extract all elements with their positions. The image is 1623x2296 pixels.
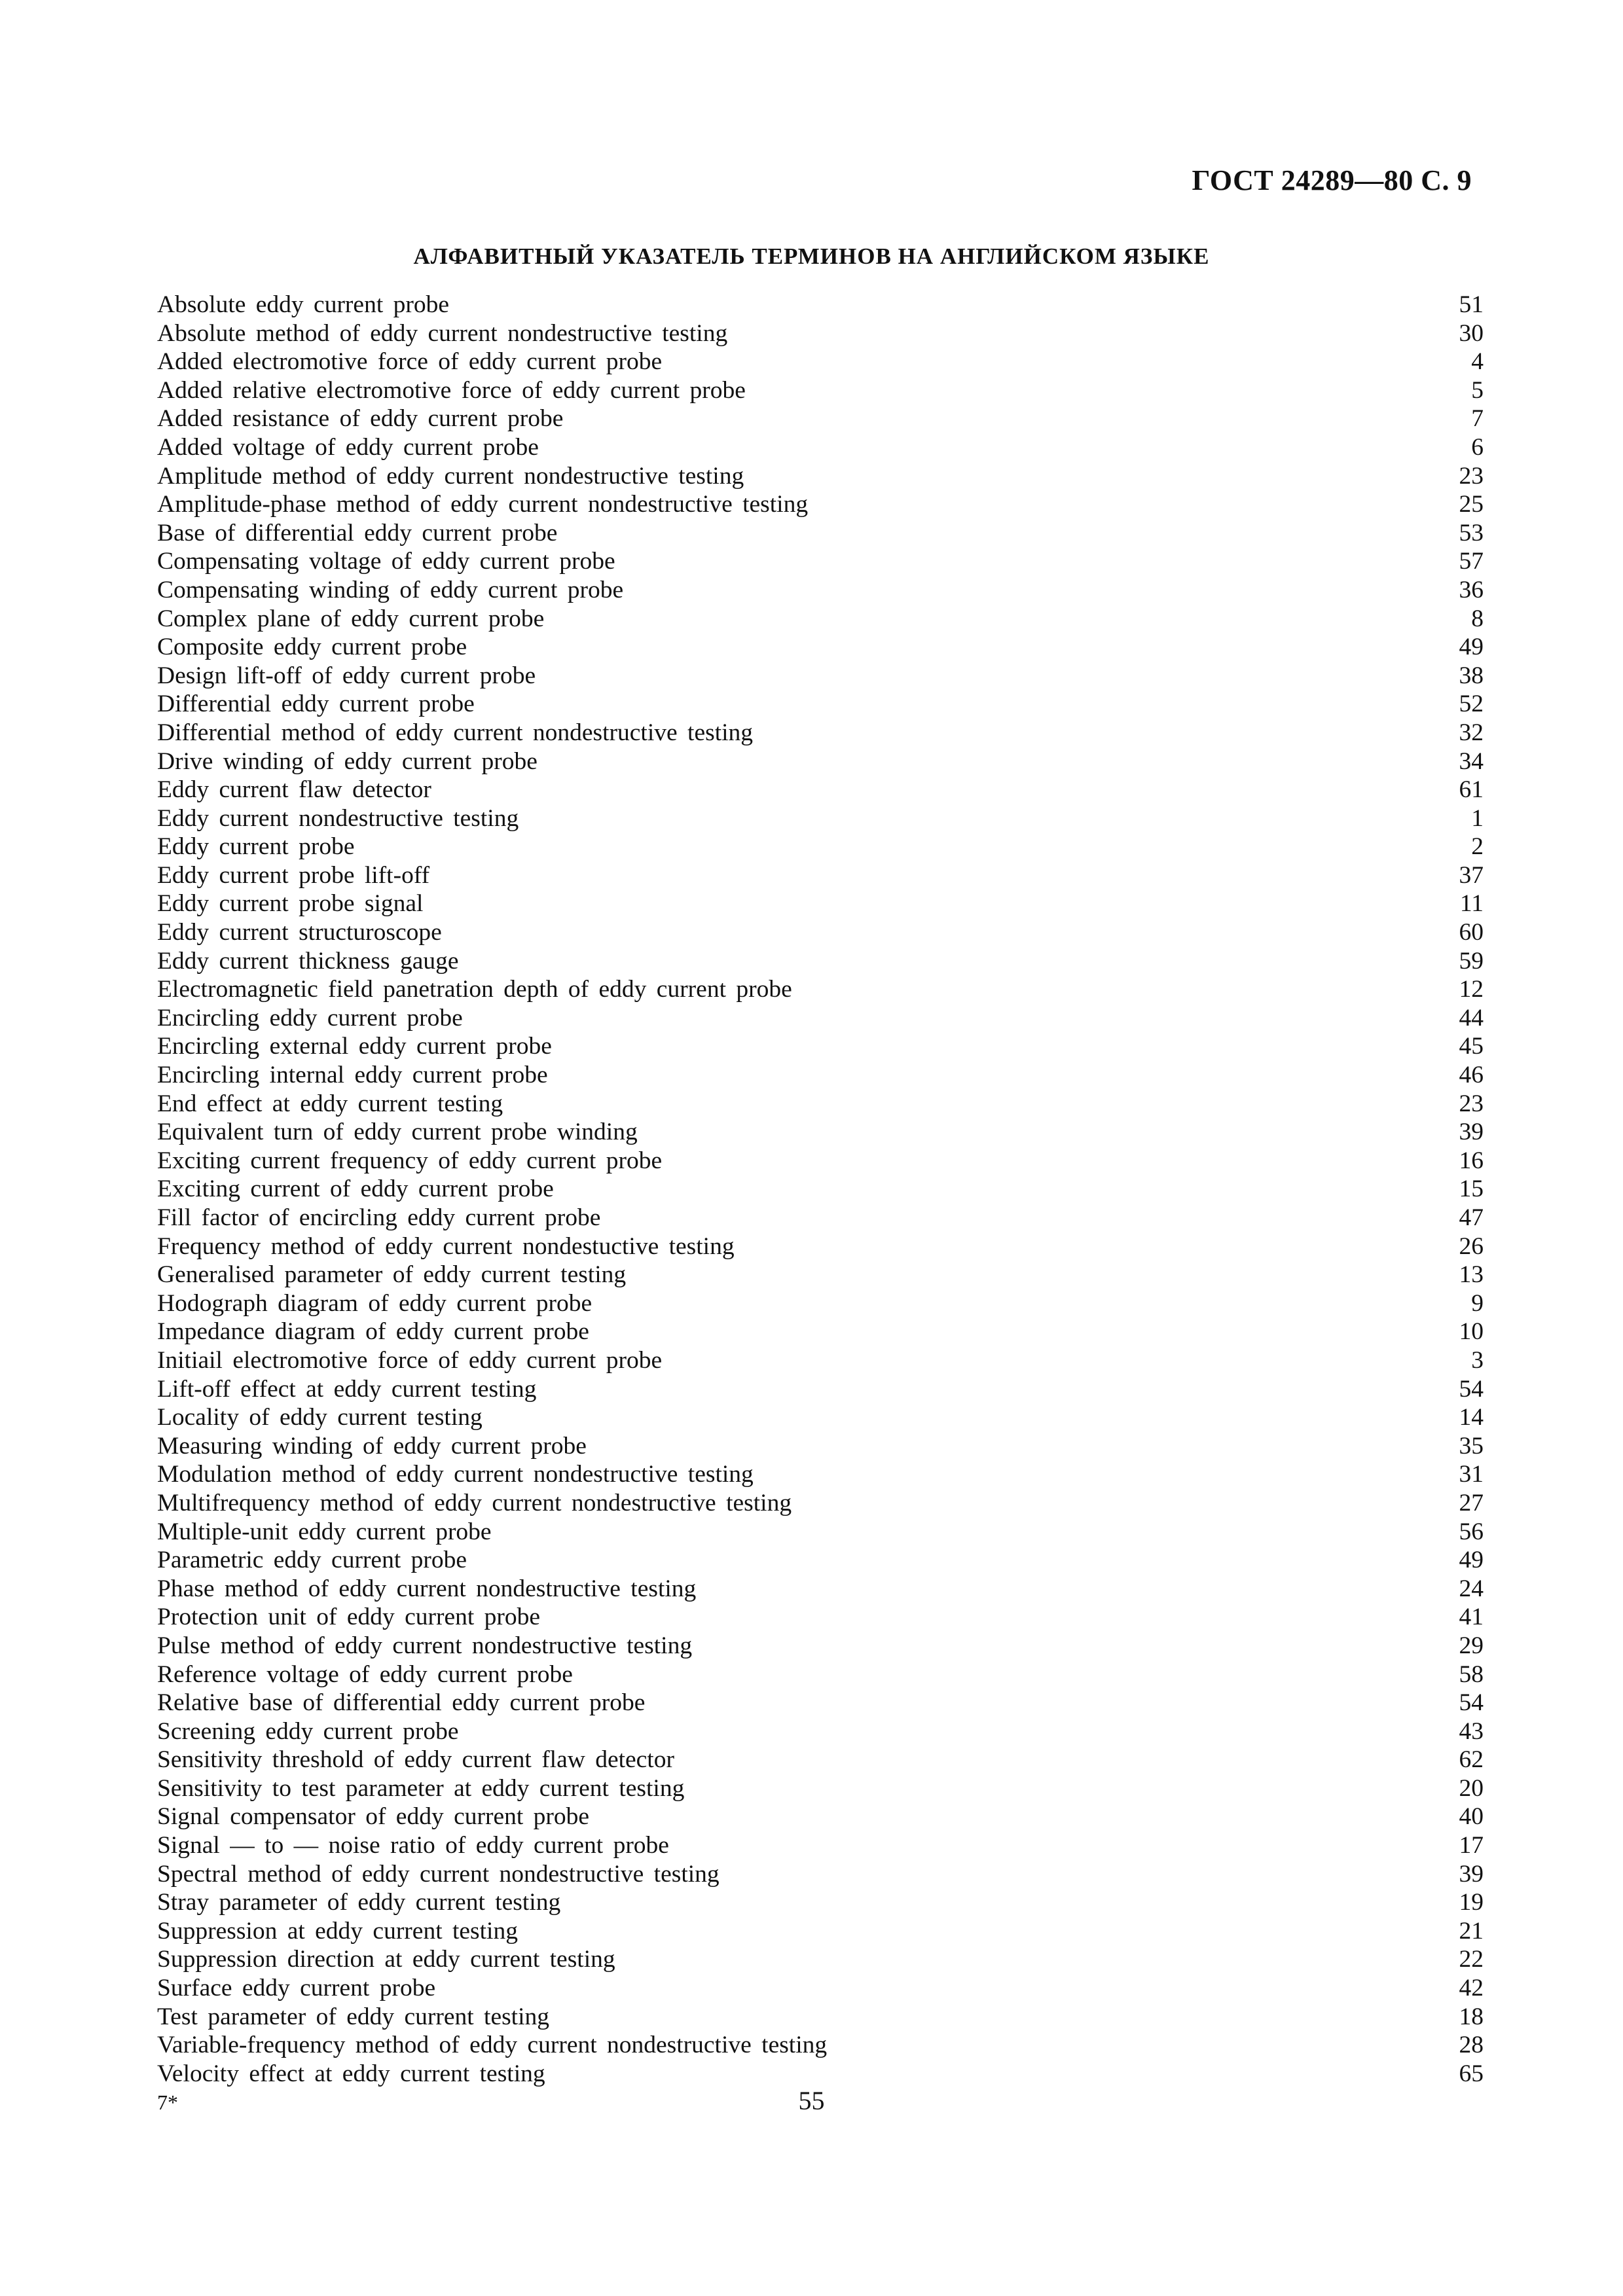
index-entry-term: Measuring winding of eddy current probe xyxy=(157,1432,587,1460)
index-entry-term: Differential eddy current probe xyxy=(157,691,475,718)
index-entry xyxy=(157,1118,1484,1147)
index-entry-term: Added electromotive force of eddy current probe xyxy=(157,348,663,376)
index-entry xyxy=(157,889,1484,918)
index-entry-number: 37 xyxy=(1459,861,1484,889)
index-entry-term: Pulse method of eddy current nondestructive testing xyxy=(157,1632,693,1659)
index-entry xyxy=(157,1974,1484,2003)
index-entry-number: 22 xyxy=(1459,1946,1484,1973)
index-entry-number: 62 xyxy=(1459,1746,1484,1774)
index-entry-term: Differential method of eddy current nondestructive testing xyxy=(157,719,754,746)
index-entry-number: 27 xyxy=(1459,1489,1484,1516)
index-entry-term: Compensating voltage of eddy current probe xyxy=(157,548,615,575)
index-entry-term: Fill factor of encircling eddy current probe xyxy=(157,1204,601,1231)
index-entry xyxy=(157,1175,1484,1204)
index-entry xyxy=(157,433,1484,462)
index-entry-term: Relative base of differential eddy current probe xyxy=(157,1689,646,1717)
index-entry-term: Sensitivity to test parameter at eddy current testing xyxy=(157,1774,685,1802)
index-entry xyxy=(157,547,1484,576)
index-entry-term: Added relative electromotive force of eddy current probe xyxy=(157,376,746,404)
index-entry xyxy=(157,404,1484,433)
index-entries-list xyxy=(157,291,1484,2088)
index-entry-number: 14 xyxy=(1459,1404,1484,1431)
index-entry-term: Velocity effect at eddy current testing xyxy=(157,2060,545,2087)
index-entry-term: Screening eddy current probe xyxy=(157,1717,459,1745)
index-entry-number: 54 xyxy=(1459,1375,1484,1403)
index-entry-number: 65 xyxy=(1459,2060,1484,2087)
index-entry xyxy=(157,519,1484,548)
index-entry-number: 1 xyxy=(1471,804,1484,832)
index-entry-number: 25 xyxy=(1459,491,1484,518)
index-entry xyxy=(157,918,1484,947)
index-entry-term: Suppression at eddy current testing xyxy=(157,1917,518,1945)
index-entry xyxy=(157,576,1484,605)
index-entry-number: 23 xyxy=(1459,462,1484,490)
index-entry-number: 29 xyxy=(1459,1632,1484,1659)
index-entry-number: 60 xyxy=(1459,919,1484,946)
index-entry xyxy=(157,662,1484,691)
index-entry-term: Lift-off effect at eddy current testing xyxy=(157,1375,537,1403)
index-entry-number: 51 xyxy=(1459,291,1484,318)
index-entry-term: Amplitude-phase method of eddy current nondestructive testing xyxy=(157,491,809,518)
index-entry-number: 39 xyxy=(1459,1119,1484,1146)
index-entry-term: Surface eddy current probe xyxy=(157,1975,436,2002)
index-entry xyxy=(157,1917,1484,1946)
index-entry-number: 56 xyxy=(1459,1518,1484,1545)
index-entry-term: Encircling eddy current probe xyxy=(157,1004,463,1031)
index-entry-number: 42 xyxy=(1459,1975,1484,2002)
index-entry-term: Test parameter of eddy current testing xyxy=(157,2003,550,2030)
index-entry-term: Absolute eddy current probe xyxy=(157,291,449,318)
index-entry-number: 24 xyxy=(1459,1575,1484,1602)
index-entry-number: 5 xyxy=(1471,376,1484,404)
index-entry-term: Eddy current thickness gauge xyxy=(157,947,459,975)
index-entry-term: Amplitude method of eddy current nondestructive testing xyxy=(157,462,744,490)
index-entry-number: 38 xyxy=(1459,662,1484,689)
index-title: АЛФАВИТНЫЙ УКАЗАТЕЛЬ ТЕРМИНОВ НА АНГЛИЙСКОМ ЯЗЫКЕ xyxy=(413,243,1210,269)
index-entry-number: 17 xyxy=(1459,1832,1484,1859)
index-entry-term: Eddy current probe lift-off xyxy=(157,861,430,889)
index-entry-number: 45 xyxy=(1459,1033,1484,1060)
index-entry xyxy=(157,1061,1484,1090)
index-entry-term: Electromagnetic field panetration depth of eddy current probe xyxy=(157,976,792,1003)
index-entry-number: 7 xyxy=(1471,405,1484,433)
index-entry-term: Variable-frequency method of eddy current nondestructive testing xyxy=(157,2032,828,2059)
index-entry-term: Base of differential eddy current probe xyxy=(157,519,558,547)
index-entry-term: Frequency method of eddy current nondestuctive testing xyxy=(157,1232,735,1260)
index-entry-term: Absolute method of eddy current nondestructive testing xyxy=(157,319,728,347)
index-entry-term: Signal — to — noise ratio of eddy current probe xyxy=(157,1832,669,1859)
index-entry-term: Signal compensator of eddy current probe xyxy=(157,1803,590,1831)
index-entry-number: 47 xyxy=(1459,1204,1484,1231)
index-entry-number: 21 xyxy=(1459,1917,1484,1945)
index-entry xyxy=(157,690,1484,719)
index-entry xyxy=(157,1460,1484,1489)
index-entry xyxy=(157,1204,1484,1232)
index-entry xyxy=(157,462,1484,491)
index-entry xyxy=(157,1774,1484,1803)
index-entry xyxy=(157,975,1484,1004)
index-entry-number: 8 xyxy=(1471,605,1484,632)
index-entry-term: Added voltage of eddy current probe xyxy=(157,433,539,461)
index-entry-term: Design lift-off of eddy current probe xyxy=(157,662,536,689)
index-entry-term: Initiail electromotive force of eddy current probe xyxy=(157,1346,663,1374)
index-entry xyxy=(157,776,1484,804)
index-entry xyxy=(157,319,1484,348)
index-entry-term: Eddy current probe signal xyxy=(157,890,424,918)
index-entry-number: 9 xyxy=(1471,1289,1484,1317)
index-entry xyxy=(157,1289,1484,1318)
index-entry xyxy=(157,605,1484,634)
index-entry-term: Hodograph diagram of eddy current probe xyxy=(157,1289,593,1317)
index-entry xyxy=(157,490,1484,519)
index-entry xyxy=(157,1945,1484,1974)
index-entry-number: 54 xyxy=(1459,1689,1484,1717)
index-entry xyxy=(157,1432,1484,1461)
index-entry-number: 61 xyxy=(1459,776,1484,804)
index-entry-term: Encircling external eddy current probe xyxy=(157,1033,552,1060)
index-entry-term: Composite eddy current probe xyxy=(157,634,467,661)
index-entry xyxy=(157,1032,1484,1061)
index-entry-number: 52 xyxy=(1459,691,1484,718)
index-entry-term: Compensating winding of eddy current probe xyxy=(157,576,624,603)
index-entry xyxy=(157,1147,1484,1175)
index-entry-number: 10 xyxy=(1459,1318,1484,1346)
index-entry-term: Exciting current frequency of eddy current probe xyxy=(157,1147,663,1174)
index-entry xyxy=(157,1746,1484,1774)
signature-mark: 7* xyxy=(157,2090,178,2114)
index-entry-number: 6 xyxy=(1471,433,1484,461)
index-entry xyxy=(157,1518,1484,1547)
index-entry xyxy=(157,1375,1484,1404)
index-entry-term: Multiple-unit eddy current probe xyxy=(157,1518,492,1545)
index-entry-number: 28 xyxy=(1459,2032,1484,2059)
index-entry xyxy=(157,804,1484,833)
index-entry-number: 23 xyxy=(1459,1090,1484,1117)
index-entry-term: End effect at eddy current testing xyxy=(157,1090,503,1117)
index-entry-number: 3 xyxy=(1471,1346,1484,1374)
index-entry-number: 53 xyxy=(1459,519,1484,547)
index-entry xyxy=(157,719,1484,747)
index-entry-term: Complex plane of eddy current probe xyxy=(157,605,545,632)
index-entry-number: 13 xyxy=(1459,1261,1484,1289)
index-entry xyxy=(157,1860,1484,1889)
index-entry-number: 57 xyxy=(1459,548,1484,575)
index-entry xyxy=(157,833,1484,861)
index-entry-term: Eddy current structuroscope xyxy=(157,919,442,946)
index-entry xyxy=(157,1090,1484,1119)
index-entry-number: 31 xyxy=(1459,1461,1484,1488)
index-entry xyxy=(157,1603,1484,1632)
index-entry xyxy=(157,1831,1484,1860)
index-entry xyxy=(157,1261,1484,1289)
index-entry xyxy=(157,1632,1484,1660)
index-entry-term: Locality of eddy current testing xyxy=(157,1404,483,1431)
index-entry-number: 46 xyxy=(1459,1062,1484,1089)
index-entry-term: Modulation method of eddy current nondestructive testing xyxy=(157,1461,754,1488)
index-entry xyxy=(157,1403,1484,1432)
index-entry xyxy=(157,1232,1484,1261)
index-entry xyxy=(157,1717,1484,1746)
index-entry-number: 40 xyxy=(1459,1803,1484,1831)
index-entry-term: Suppression direction at eddy current testing xyxy=(157,1946,615,1973)
index-entry-number: 34 xyxy=(1459,747,1484,775)
index-entry xyxy=(157,633,1484,662)
index-entry xyxy=(157,861,1484,890)
index-entry-number: 18 xyxy=(1459,2003,1484,2030)
index-entry xyxy=(157,1489,1484,1518)
index-entry-term: Stray parameter of eddy current testing xyxy=(157,1889,561,1916)
index-entry-number: 15 xyxy=(1459,1175,1484,1203)
index-entry-term: Drive winding of eddy current probe xyxy=(157,747,538,775)
page-number: 55 xyxy=(798,2086,825,2115)
index-entry-number: 12 xyxy=(1459,976,1484,1003)
index-entry xyxy=(157,348,1484,376)
index-entry-number: 32 xyxy=(1459,719,1484,746)
index-entry-term: Eddy current probe xyxy=(157,833,355,861)
index-entry-number: 35 xyxy=(1459,1432,1484,1460)
index-entry xyxy=(157,1803,1484,1831)
index-entry xyxy=(157,1660,1484,1689)
index-entry-term: Encircling internal eddy current probe xyxy=(157,1062,548,1089)
index-entry xyxy=(157,1346,1484,1375)
index-entry-number: 58 xyxy=(1459,1660,1484,1688)
index-entry-number: 26 xyxy=(1459,1232,1484,1260)
index-entry-term: Added resistance of eddy current probe xyxy=(157,405,564,433)
index-entry-term: Eddy current flaw detector xyxy=(157,776,431,804)
index-entry-number: 36 xyxy=(1459,576,1484,603)
index-entry-term: Reference voltage of eddy current probe xyxy=(157,1660,573,1688)
index-entry xyxy=(157,1546,1484,1575)
index-entry-term: Eddy current nondestructive testing xyxy=(157,804,519,832)
index-entry-number: 41 xyxy=(1459,1604,1484,1631)
index-entry-number: 11 xyxy=(1459,890,1484,918)
index-entry-term: Sensitivity threshold of eddy current flaw detector xyxy=(157,1746,674,1774)
index-entry-term: Exciting current of eddy current probe xyxy=(157,1175,554,1203)
index-entry-number: 49 xyxy=(1459,634,1484,661)
index-entry xyxy=(157,1575,1484,1604)
page-header: ГОСТ 24289—80 С. 9 xyxy=(1192,164,1472,196)
index-entry-term: Spectral method of eddy current nondestructive testing xyxy=(157,1860,720,1888)
index-entry-number: 44 xyxy=(1459,1004,1484,1031)
index-entry xyxy=(157,291,1484,319)
index-entry xyxy=(157,747,1484,776)
index-entry-number: 2 xyxy=(1471,833,1484,861)
index-entry xyxy=(157,2031,1484,2060)
index-entry xyxy=(157,1888,1484,1917)
index-entry-number: 19 xyxy=(1459,1889,1484,1916)
index-entry xyxy=(157,2060,1484,2089)
index-entry-number: 43 xyxy=(1459,1717,1484,1745)
index-entry-term: Impedance diagram of eddy current probe xyxy=(157,1318,589,1346)
index-entry xyxy=(157,376,1484,405)
index-entry-number: 39 xyxy=(1459,1860,1484,1888)
index-entry-term: Multifrequency method of eddy current nondestructive testing xyxy=(157,1489,792,1516)
index-entry-number: 16 xyxy=(1459,1147,1484,1174)
index-entry xyxy=(157,2003,1484,2032)
index-entry-term: Generalised parameter of eddy current testing xyxy=(157,1261,627,1289)
index-entry-term: Phase method of eddy current nondestructive testing xyxy=(157,1575,697,1602)
index-entry-number: 20 xyxy=(1459,1774,1484,1802)
index-entry-term: Parametric eddy current probe xyxy=(157,1547,467,1574)
index-entry xyxy=(157,947,1484,976)
index-entry-number: 4 xyxy=(1471,348,1484,376)
index-entry xyxy=(157,1689,1484,1717)
index-entry-term: Protection unit of eddy current probe xyxy=(157,1604,541,1631)
index-entry xyxy=(157,1004,1484,1033)
index-entry-term: Equivalent turn of eddy current probe winding xyxy=(157,1119,638,1146)
index-entry-number: 59 xyxy=(1459,947,1484,975)
index-entry-number: 30 xyxy=(1459,319,1484,347)
index-entry xyxy=(157,1318,1484,1346)
index-entry-number: 49 xyxy=(1459,1547,1484,1574)
